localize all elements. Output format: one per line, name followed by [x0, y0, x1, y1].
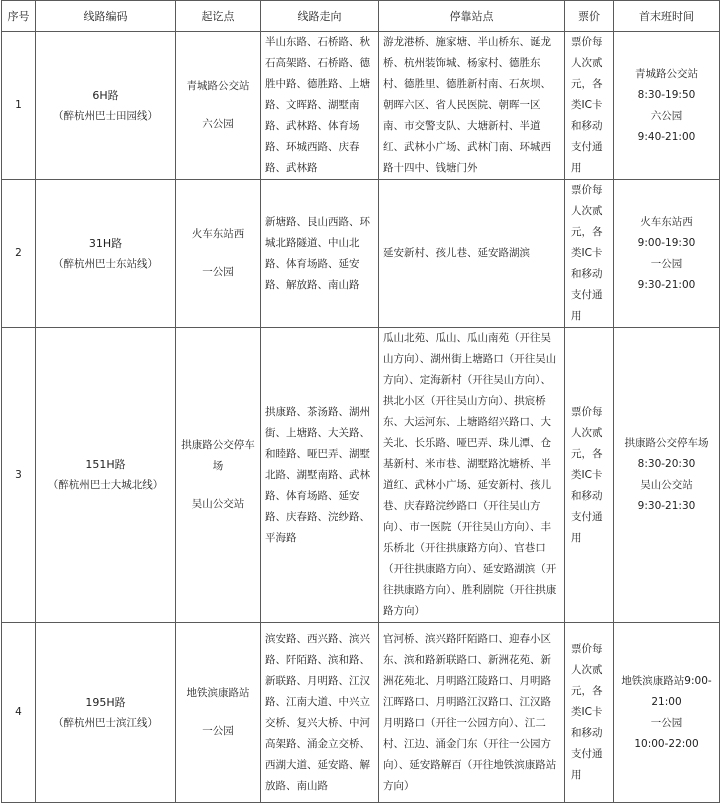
start-terminal: 地铁滨康路站	[186, 687, 250, 699]
schedule-cell	[614, 328, 720, 623]
row-number: 3	[2, 328, 36, 623]
route-code: 151H路	[85, 458, 126, 471]
stop-list: 延安新村、孩儿巷、延安路湖滨	[379, 180, 565, 328]
schedule-start-time: 8:30-20:30	[637, 458, 696, 470]
route-name: （醉杭州巴士东站线）	[53, 257, 158, 270]
route-name: （醉杭州巴士田园线）	[53, 109, 158, 122]
end-terminal: 六公园	[202, 118, 234, 130]
schedule-end-time: 9:40-21:00	[637, 130, 696, 143]
schedule-start-time: 9:00-19:30	[637, 236, 696, 249]
route-code-cell	[36, 623, 176, 803]
table-row	[2, 180, 720, 328]
schedule-end-stop: 六公园	[650, 109, 683, 122]
route-name: （醉杭州巴士大城北线）	[47, 479, 164, 491]
schedule-end-stop: 一公园	[650, 257, 683, 270]
terminals-cell	[176, 32, 261, 180]
header-route: 线路走向	[261, 1, 379, 32]
table-row	[2, 623, 720, 803]
route-name: （醉杭州巴士滨江线）	[53, 716, 158, 729]
schedule-cell	[614, 32, 720, 180]
terminals-cell	[176, 623, 261, 803]
table-row	[2, 328, 720, 623]
schedule-start-time: 8:30-19:50	[637, 88, 696, 101]
schedule-cell	[614, 180, 720, 328]
table-row	[2, 32, 720, 180]
header-time: 首末班时间	[614, 1, 720, 32]
route-code: 6H路	[92, 88, 119, 102]
fare: 票价每人次贰元，各类IC卡和移动支付通用	[565, 32, 614, 180]
schedule-end-time: 9:30-21:30	[637, 500, 696, 512]
row-number: 1	[2, 32, 36, 180]
end-terminal: 一公园	[202, 725, 234, 737]
schedule-end-stop: 一公园	[650, 716, 683, 729]
schedule-start-stop: 地铁滨康路站9:00-21:00	[621, 674, 712, 708]
route-code: 31H路	[88, 236, 123, 250]
header-price: 票价	[565, 1, 614, 32]
terminals-cell	[176, 180, 261, 328]
schedule-cell	[614, 623, 720, 803]
table-header-row	[2, 1, 720, 32]
header-code: 线路编码	[36, 1, 176, 32]
start-terminal: 青城路公交站	[186, 80, 250, 92]
route-path: 滨安路、西兴路、滨兴路、阡陌路、滨和路、新联路、月明路、江汉路、江南大道、中兴立交桥、复兴大桥、中河高架路、涌金立交桥、西湖大道、延安路、解放路、南山路	[261, 623, 379, 803]
route-code: 195H路	[85, 695, 126, 709]
route-path: 半山东路、石桥路、秋石高架路、石桥路、德胜中路、德胜路、上塘路、文晖路、湖墅南路、武林路、体育场路、环城西路、庆春路、武林路	[261, 32, 379, 180]
route-code-cell	[36, 32, 176, 180]
bus-route-table	[1, 0, 720, 803]
row-number: 4	[2, 623, 36, 803]
fare: 票价每人次贰元，各类IC卡和移动支付通用	[565, 623, 614, 803]
schedule-start-stop: 火车东站西	[640, 215, 693, 228]
route-code-cell	[36, 180, 176, 328]
end-terminal: 吴山公交站	[191, 498, 245, 510]
header-no: 序号	[2, 1, 36, 32]
header-terminals: 起讫点	[176, 1, 261, 32]
start-terminal: 火车东站西	[191, 228, 245, 240]
route-path: 拱康路、茶汤路、湖州街、上塘路、大关路、和睦路、哑巴弄、湖墅北路、湖墅南路、武林路、体育场路、延安路、庆春路、浣纱路、平海路	[261, 328, 379, 623]
fare: 票价每人次贰元，各类IC卡和移动支付通用	[565, 180, 614, 328]
route-code-cell	[36, 328, 176, 623]
stop-list: 游龙港桥、施家塘、半山桥东、诞龙桥、杭州装饰城、杨家村、德胜东村、德胜里、德胜新村南、石灰坝、朝晖六区、省人民医院、朝晖一区南、市交警支队、大塘新村、半道红、武林小广场、武林门南、环城西路十四中、钱塘门外	[379, 32, 565, 180]
route-path: 新塘路、艮山西路、环城北路隧道、中山北路、体育场路、延安路、解放路、南山路	[261, 180, 379, 328]
fare: 票价每人次贰元，各类IC卡和移动支付通用	[565, 328, 614, 623]
header-stops: 停靠站点	[379, 1, 565, 32]
schedule-start-stop: 青城路公交站	[635, 67, 698, 80]
stop-list: 瓜山北苑、瓜山、瓜山南苑（开往吴山方向）、湖州街上塘路口（开往吴山方向）、定海新村（开往吴山方向）、拱北小区（开往吴山方向）、拱宸桥东、大运河东、上塘路绍兴路口、大关北、长乐路、哑巴弄、珠儿潭、仓基新村、米市巷、湖墅路沈塘桥、半道红、武林小广场、延安新村、孩儿巷、庆春路浣纱路口（开往吴山方向）、市一医院（开往吴山方向）、丰乐桥北（开往拱康路方向）、官巷口（开往拱康路方向）、延安路湖滨（开往拱康路方向）、胜利剧院（开往拱康路方向）	[379, 328, 565, 623]
schedule-end-stop: 吴山公交站	[640, 479, 693, 491]
schedule-start-stop: 拱康路公交停车场	[624, 437, 709, 449]
start-terminal: 拱康路公交停车场	[181, 439, 255, 472]
terminals-cell	[176, 328, 261, 623]
schedule-end-time: 9:30-21:00	[637, 278, 696, 291]
row-number: 2	[2, 180, 36, 328]
schedule-end-time: 10:00-22:00	[634, 737, 699, 750]
end-terminal: 一公园	[202, 266, 234, 278]
stop-list: 官河桥、滨兴路阡陌路口、迎春小区东、滨和路新联路口、新洲花苑、新洲花苑北、月明路江陵路口、月明路江晖路口、月明路江汉路口、江汉路月明路口（开往一公园方向）、江二村、江边、涌金门东（开往一公园方向）、延安路解百（开往地铁滨康路站方向）	[379, 623, 565, 803]
